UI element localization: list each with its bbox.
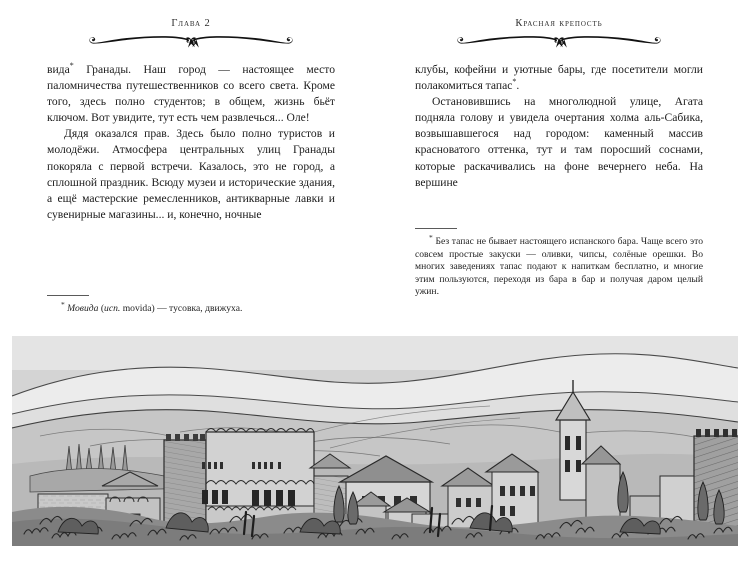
footnote-separator-rule bbox=[47, 295, 89, 296]
running-head-left: Глава 2 bbox=[171, 18, 211, 29]
footnote-original-word: movida bbox=[122, 303, 152, 314]
paragraph: клубы, кофейни и уютные бары, где посетители могли полакомиться тапас*. bbox=[415, 63, 703, 93]
double-swash-ornament bbox=[454, 32, 664, 50]
paragraph: Остановившись на многолюдной улице, Агата подняла голову и увидела очертания холма аль-Сабика, возвышавшегося над городом: каменный массив красноватого оттенка, тут и там поросший соснами, которые раскачивались на фоне вечернего неба. На вершине bbox=[415, 95, 703, 189]
right-body-text bbox=[415, 62, 703, 191]
left-page bbox=[0, 0, 375, 336]
footnote-body: Без тапас не бывает настоящего испанского бара. Чаще всего это совсем простые закуски — оливки, чипсы, солёные орешки. Во многих заведениях тапас подают к напиткам бесплатно, и многие этим пользуются, переходя из бара в бар и получая даром целый ужин. bbox=[415, 236, 703, 298]
footnote-text: * Мовида (исп. movida) — тусовка, движуха. bbox=[61, 299, 243, 314]
right-footnote-block bbox=[415, 228, 703, 299]
footnote-term: Мовида bbox=[67, 303, 99, 314]
paragraph: вида* Гранады. Наш город — настоящее место паломничества путешественников со всего света. Кроме того, здесь полно студентов; в общем, жизнь бьёт ключом. Вот увидите, тут есть чем развлечься... Оле! bbox=[47, 61, 335, 125]
footnote-gloss: — тусовка, движуха. bbox=[157, 303, 243, 314]
footnote-separator-rule bbox=[415, 228, 457, 229]
right-page bbox=[375, 0, 750, 336]
footnote-lang-abbr: исп. bbox=[104, 303, 121, 314]
double-swash-ornament bbox=[86, 32, 296, 50]
footnote-marker: * bbox=[61, 299, 65, 309]
alhambra-fortress-drawing bbox=[0, 336, 750, 563]
left-footnote-block bbox=[47, 295, 335, 316]
paragraph: Дядя оказался прав. Здесь было полно туристов и молодёжи. Атмосфера центральных улиц Гранады покоряла с первой встречи. Казалось, это не город, а сплошной праздник. Всюду музеи и исторические здания, а ещё мастерские ремесленников, антикварные лавки и сувенирные магазины... и, конечно, ночные bbox=[47, 127, 335, 221]
footnote-ref-marker: * bbox=[69, 61, 74, 71]
footnote-text bbox=[415, 232, 703, 299]
footnote-ref-marker: * bbox=[512, 77, 517, 87]
running-head-right: Красная крепость bbox=[515, 18, 603, 29]
footnote-marker: * bbox=[429, 232, 433, 242]
left-body-text bbox=[47, 62, 335, 223]
